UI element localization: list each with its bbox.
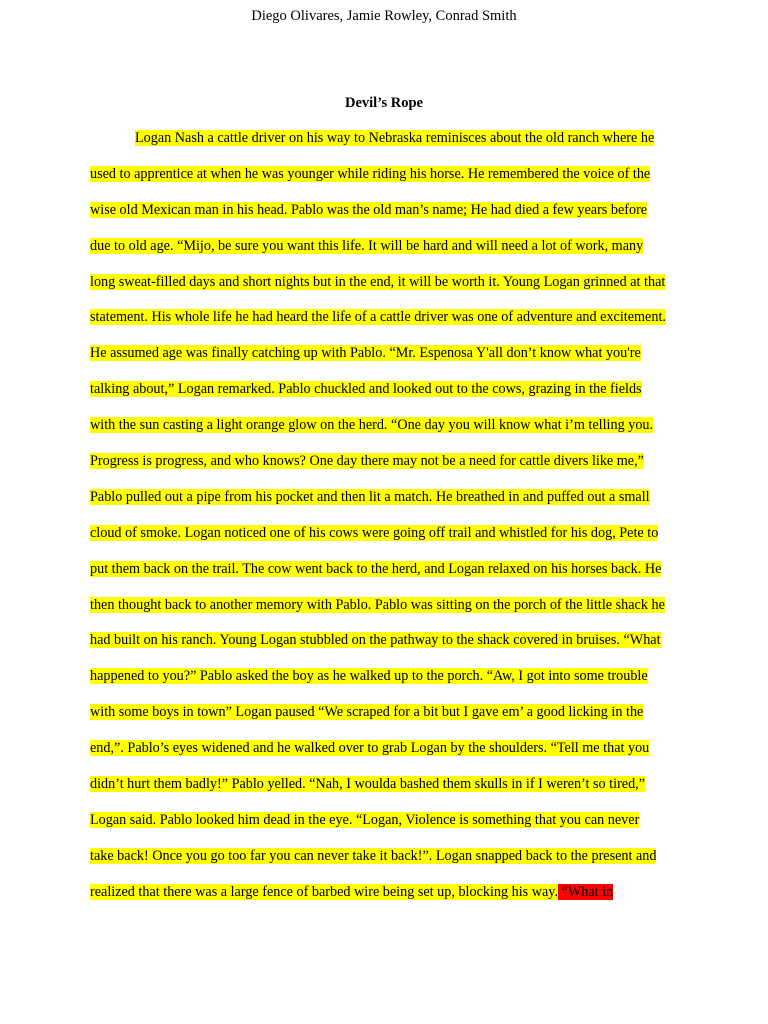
text-line xyxy=(90,236,690,272)
highlighted-text: He assumed age was finally catching up with Pablo. “Mr. Espenosa Y'all don’t know what you're xyxy=(90,345,641,362)
text-line xyxy=(90,702,690,738)
text-line xyxy=(90,487,690,523)
author-header: Diego Olivares, Jamie Rowley, Conrad Smith xyxy=(251,8,517,24)
highlighted-text: Logan Nash a cattle driver on his way to Nebraska reminisces about the old ranch where he xyxy=(135,130,655,146)
highlighted-text: due to old age. “Mijo, be sure you want this life. It will be hard and will need a lot of work, many xyxy=(90,237,644,254)
highlighted-text: used to apprentice at when he was younger while riding his horse. He remembered the voice of the xyxy=(90,165,651,182)
text-line xyxy=(90,810,690,846)
text-line xyxy=(90,666,690,702)
highlighted-text: happened to you?” Pablo asked the boy as he walked up to the porch. “Aw, I got into some trouble xyxy=(90,668,648,685)
text-line xyxy=(90,200,690,236)
highlighted-text: Logan said. Pablo looked him dead in the eye. “Logan, Violence is something that you can never xyxy=(90,811,640,828)
highlighted-text: had built on his ranch. Young Logan stubbled on the pathway to the shack covered in bruises. “What xyxy=(90,632,661,649)
document-title: Devil’s Rope xyxy=(345,95,423,111)
text-line xyxy=(90,272,690,308)
highlighted-text: cloud of smoke. Logan noticed one of his cows were going off trail and whistled for his dog, Pete to xyxy=(90,524,659,541)
highlighted-text: Pablo pulled out a pipe from his pocket and then lit a match. He breathed in and puffed out a small xyxy=(90,488,650,505)
text-line xyxy=(90,774,690,810)
text-line xyxy=(90,164,690,200)
highlighted-text: with some boys in town” Logan paused “We scraped for a bit but I gave em’ a good licking in the xyxy=(90,704,644,721)
text-line xyxy=(90,846,690,882)
text-line xyxy=(90,559,690,595)
highlighted-text: take back! Once you go too far you can never take it back!”. Logan snapped back to the present and xyxy=(90,847,657,864)
red-highlighted-text: “What in xyxy=(558,883,614,900)
text-line xyxy=(90,630,690,666)
highlighted-text: realized that there was a large fence of barbed wire being set up, blocking his way. xyxy=(90,883,558,900)
text-line-last xyxy=(90,882,690,918)
story-body xyxy=(90,128,690,918)
text-line xyxy=(90,595,690,631)
text-line xyxy=(90,523,690,559)
highlighted-text: then thought back to another memory with Pablo. Pablo was sitting on the porch of the little shack he xyxy=(90,596,665,613)
highlighted-text: didn’t hurt them badly!” Pablo yelled. “Nah, I woulda bashed them skulls in if I weren’t so tired,” xyxy=(90,776,646,793)
highlighted-text: talking about,” Logan remarked. Pablo chuckled and looked out to the cows, grazing in the fields xyxy=(90,381,642,398)
highlighted-text: with the sun casting a light orange glow on the herd. “One day you will know what i’m telling you. xyxy=(90,417,654,434)
highlighted-text: put them back on the trail. The cow went back to the herd, and Logan relaxed on his horses back. He xyxy=(90,560,662,577)
text-line xyxy=(90,307,690,343)
text-line xyxy=(90,738,690,774)
highlighted-text: Progress is progress, and who knows? One day there may not be a need for cattle divers like me,” xyxy=(90,453,644,470)
text-line xyxy=(90,379,690,415)
highlighted-text: statement. His whole life he had heard the life of a cattle driver was one of adventure and excitement. xyxy=(90,309,666,326)
highlighted-text: long sweat-filled days and short nights but in the end, it will be worth it. Young Logan grinned at that xyxy=(90,273,666,290)
text-line xyxy=(90,343,690,379)
text-line xyxy=(90,451,690,487)
highlighted-text: wise old Mexican man in his head. Pablo was the old man’s name; He had died a few years before xyxy=(90,201,648,218)
text-line xyxy=(90,128,690,164)
highlighted-text: end,”. Pablo’s eyes widened and he walked over to grab Logan by the shoulders. “Tell me that you xyxy=(90,740,650,757)
text-line xyxy=(90,415,690,451)
